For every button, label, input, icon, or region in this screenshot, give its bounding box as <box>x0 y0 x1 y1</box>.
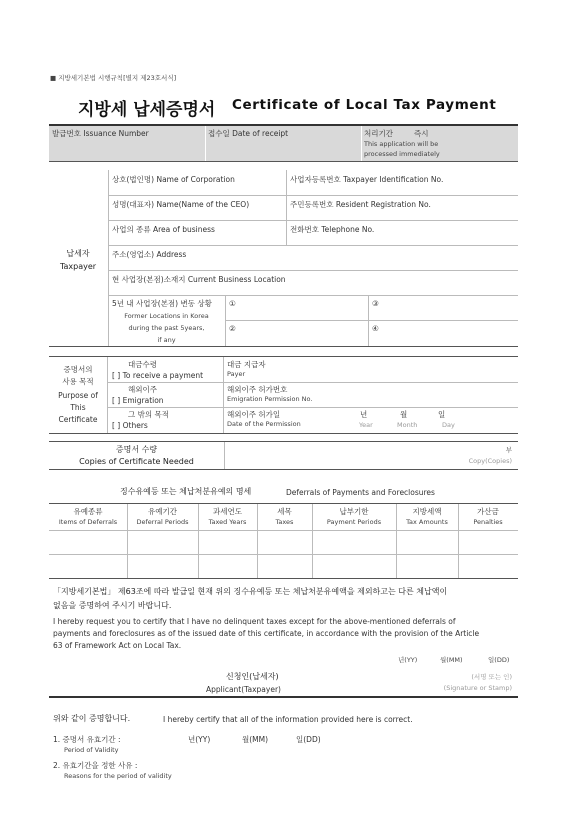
col-penalties-en: Penalties <box>473 518 503 526</box>
validity-reason-label-en: Reasons for the period of validity <box>64 772 172 780</box>
col-deferral-items-ko: 유예종류 <box>73 507 103 516</box>
col-deferral-items-en: Items of Deferrals <box>58 518 118 526</box>
validity-month[interactable]: 월(MM) <box>242 735 269 744</box>
year-label-ko: 년 <box>360 410 368 419</box>
certification-statement-ko: 위와 같이 증명합니다. <box>53 714 131 723</box>
purpose-label-en-1: Purpose of <box>58 391 98 400</box>
purpose-label-ko-2: 사용 목적 <box>62 377 94 386</box>
relocation-label-en-1: Former Locations in Korea <box>124 312 209 320</box>
table-row[interactable] <box>49 531 518 554</box>
col-deferral-periods-en: Deferral Periods <box>136 518 189 526</box>
current-location-field[interactable]: 현 사업장(본점)소재지 Current Business Location <box>112 275 286 284</box>
former-location-3[interactable]: ③ <box>372 299 379 308</box>
table-row[interactable] <box>49 555 518 578</box>
relocation-label-ko: 5년 내 사업장(본점) 변동 상황 <box>112 299 212 308</box>
title-korean: 지방세 납세증명서 <box>78 100 216 120</box>
deferrals-title-ko: 징수유예등 또는 체납처분유예의 명세 <box>120 487 252 496</box>
telephone-field[interactable]: 전화번호 Telephone No. <box>290 225 375 234</box>
taxpayer-label-en: Taxpayer <box>59 262 97 271</box>
receipt-date-label: 접수일 Date of receipt <box>208 129 289 138</box>
emigration-permission-label-en[interactable]: Emigration Permission No. <box>227 395 313 403</box>
corporation-name-field[interactable]: 상호(법인명) Name of Corporation <box>112 175 235 184</box>
year-label-en: Year <box>359 421 373 429</box>
col-taxes-ko: 세목 <box>277 507 292 516</box>
request-statement-en-3: 63 of Framework Act on Local Tax. <box>53 641 182 650</box>
copies-label-en: Copies of Certificate Needed <box>79 457 194 466</box>
request-statement-en-2: payments and foreclosures as of the issued date of this certificate, in accordance with the provision of the Article <box>53 629 480 638</box>
title-english: Certificate of Local Tax Payment <box>232 97 497 113</box>
copies-unit-ko: 부 <box>505 446 512 454</box>
former-location-2[interactable]: ② <box>229 324 236 333</box>
applicant-label-en: Applicant(Taxpayer) <box>206 685 281 694</box>
col-taxed-years-ko: 과세연도 <box>213 507 242 516</box>
payer-field-label-en[interactable]: Payer <box>227 370 246 378</box>
former-location-1[interactable]: ① <box>229 299 236 308</box>
purpose-option-others-ko: 그 밖의 목적 <box>128 410 169 419</box>
purpose-label-en-2: This <box>70 403 86 412</box>
issuance-number-label: 발급번호 Issuance Number <box>52 129 149 138</box>
purpose-label-ko-1: 증명서의 <box>63 365 93 374</box>
purpose-option-payment-ko: 대금수령 <box>128 360 157 369</box>
purpose-option-emigration-ko: 해외이주 <box>128 385 157 394</box>
request-date-year[interactable]: 년(YY) <box>398 656 418 664</box>
col-tax-amounts-en: Tax Amounts <box>406 518 448 526</box>
copies-unit-en[interactable]: Copy(Copies) <box>468 457 512 465</box>
payer-field-label-ko: 대금 지급자 <box>227 360 266 369</box>
permission-date-label-ko: 해외이주 허가일 <box>227 410 281 419</box>
purpose-option-emigration-checkbox[interactable]: [ ] Emigration <box>112 396 164 405</box>
processing-note-1: This application will be <box>364 140 439 148</box>
month-label-en: Month <box>397 421 418 429</box>
permission-date-label-en[interactable]: Date of the Permission <box>227 420 301 428</box>
relocation-label-en-2: during the past 5years, <box>128 324 205 332</box>
validity-period-label-ko: 1. 증명서 유효기간 : <box>53 735 121 744</box>
processing-period-label: 처리기간 <box>364 129 393 138</box>
address-field[interactable]: 주소(영업소) Address <box>112 250 187 259</box>
request-statement-en-1: I hereby request you to certify that I have no delinquent taxes except for the above-mentioned deferrals of <box>53 617 456 626</box>
processing-period-value: 즉시 <box>414 129 429 138</box>
processing-note-2: processed immediately <box>364 150 440 158</box>
purpose-label-en-3: Certificate <box>58 415 98 424</box>
request-statement-ko-2: 없음을 증명하여 주시기 바랍니다. <box>53 601 172 610</box>
month-label-ko: 월 <box>400 410 408 419</box>
form-reference: ■ 지방세기본법 시행규칙[별지 제23호서식] <box>50 74 177 82</box>
certification-statement-en: I hereby certify that all of the information provided here is correct. <box>163 715 413 724</box>
business-registration-field[interactable]: 사업자등록번호 Taxpayer Identification No. <box>290 175 444 184</box>
validity-period-label-en: Period of Validity <box>64 746 119 754</box>
emigration-permission-label-ko: 해외이주 허가번호 <box>227 385 288 394</box>
col-penalties-ko: 가산금 <box>477 507 499 516</box>
business-type-field[interactable]: 사업의 종류 Area of business <box>112 225 215 234</box>
request-statement-ko-1: 「지방세기본법」 제63조에 따라 발급일 현재 위의 징수유예등 또는 체납처분유예액을 제외하고는 다른 체납액이 <box>53 587 448 596</box>
resident-registration-field[interactable]: 주민등록번호 Resident Registration No. <box>290 200 431 209</box>
applicant-label-ko: 신청인(납세자) <box>226 672 279 681</box>
validity-reason-label-ko: 2. 유효기간을 정한 사유 : <box>53 761 138 770</box>
copies-label-ko: 증명서 수량 <box>115 445 158 454</box>
col-tax-amounts-ko: 지방세액 <box>412 507 442 516</box>
taxpayer-label-ko: 납세자 <box>66 249 90 258</box>
deferrals-title-en: Deferrals of Payments and Foreclosures <box>286 488 435 497</box>
request-date-month[interactable]: 월(MM) <box>440 656 463 664</box>
col-payment-periods-en: Payment Periods <box>326 518 382 526</box>
relocation-label-en-3: if any <box>157 336 176 344</box>
request-date-day[interactable]: 일(DD) <box>488 656 510 664</box>
col-taxed-years-en: Taxed Years <box>208 518 247 526</box>
signature-label-ko: (서명 또는 인) <box>471 673 512 681</box>
validity-day[interactable]: 일(DD) <box>296 735 321 744</box>
signature-field[interactable]: (Signature or Stamp) <box>443 684 512 692</box>
day-label-ko: 일 <box>438 410 446 419</box>
day-label-en: Day <box>442 421 455 429</box>
purpose-option-payment-checkbox[interactable]: [ ] To receive a payment <box>112 371 204 380</box>
purpose-option-others-checkbox[interactable]: [ ] Others <box>112 421 148 430</box>
ceo-name-field[interactable]: 성명(대표자) Name(Name of the CEO) <box>112 200 250 209</box>
former-location-4[interactable]: ④ <box>372 324 379 333</box>
col-payment-periods-ko: 납부기한 <box>339 507 369 516</box>
col-taxes-en: Taxes <box>275 518 294 526</box>
validity-year[interactable]: 년(YY) <box>188 735 211 744</box>
col-deferral-periods-ko: 유예기간 <box>148 507 177 516</box>
